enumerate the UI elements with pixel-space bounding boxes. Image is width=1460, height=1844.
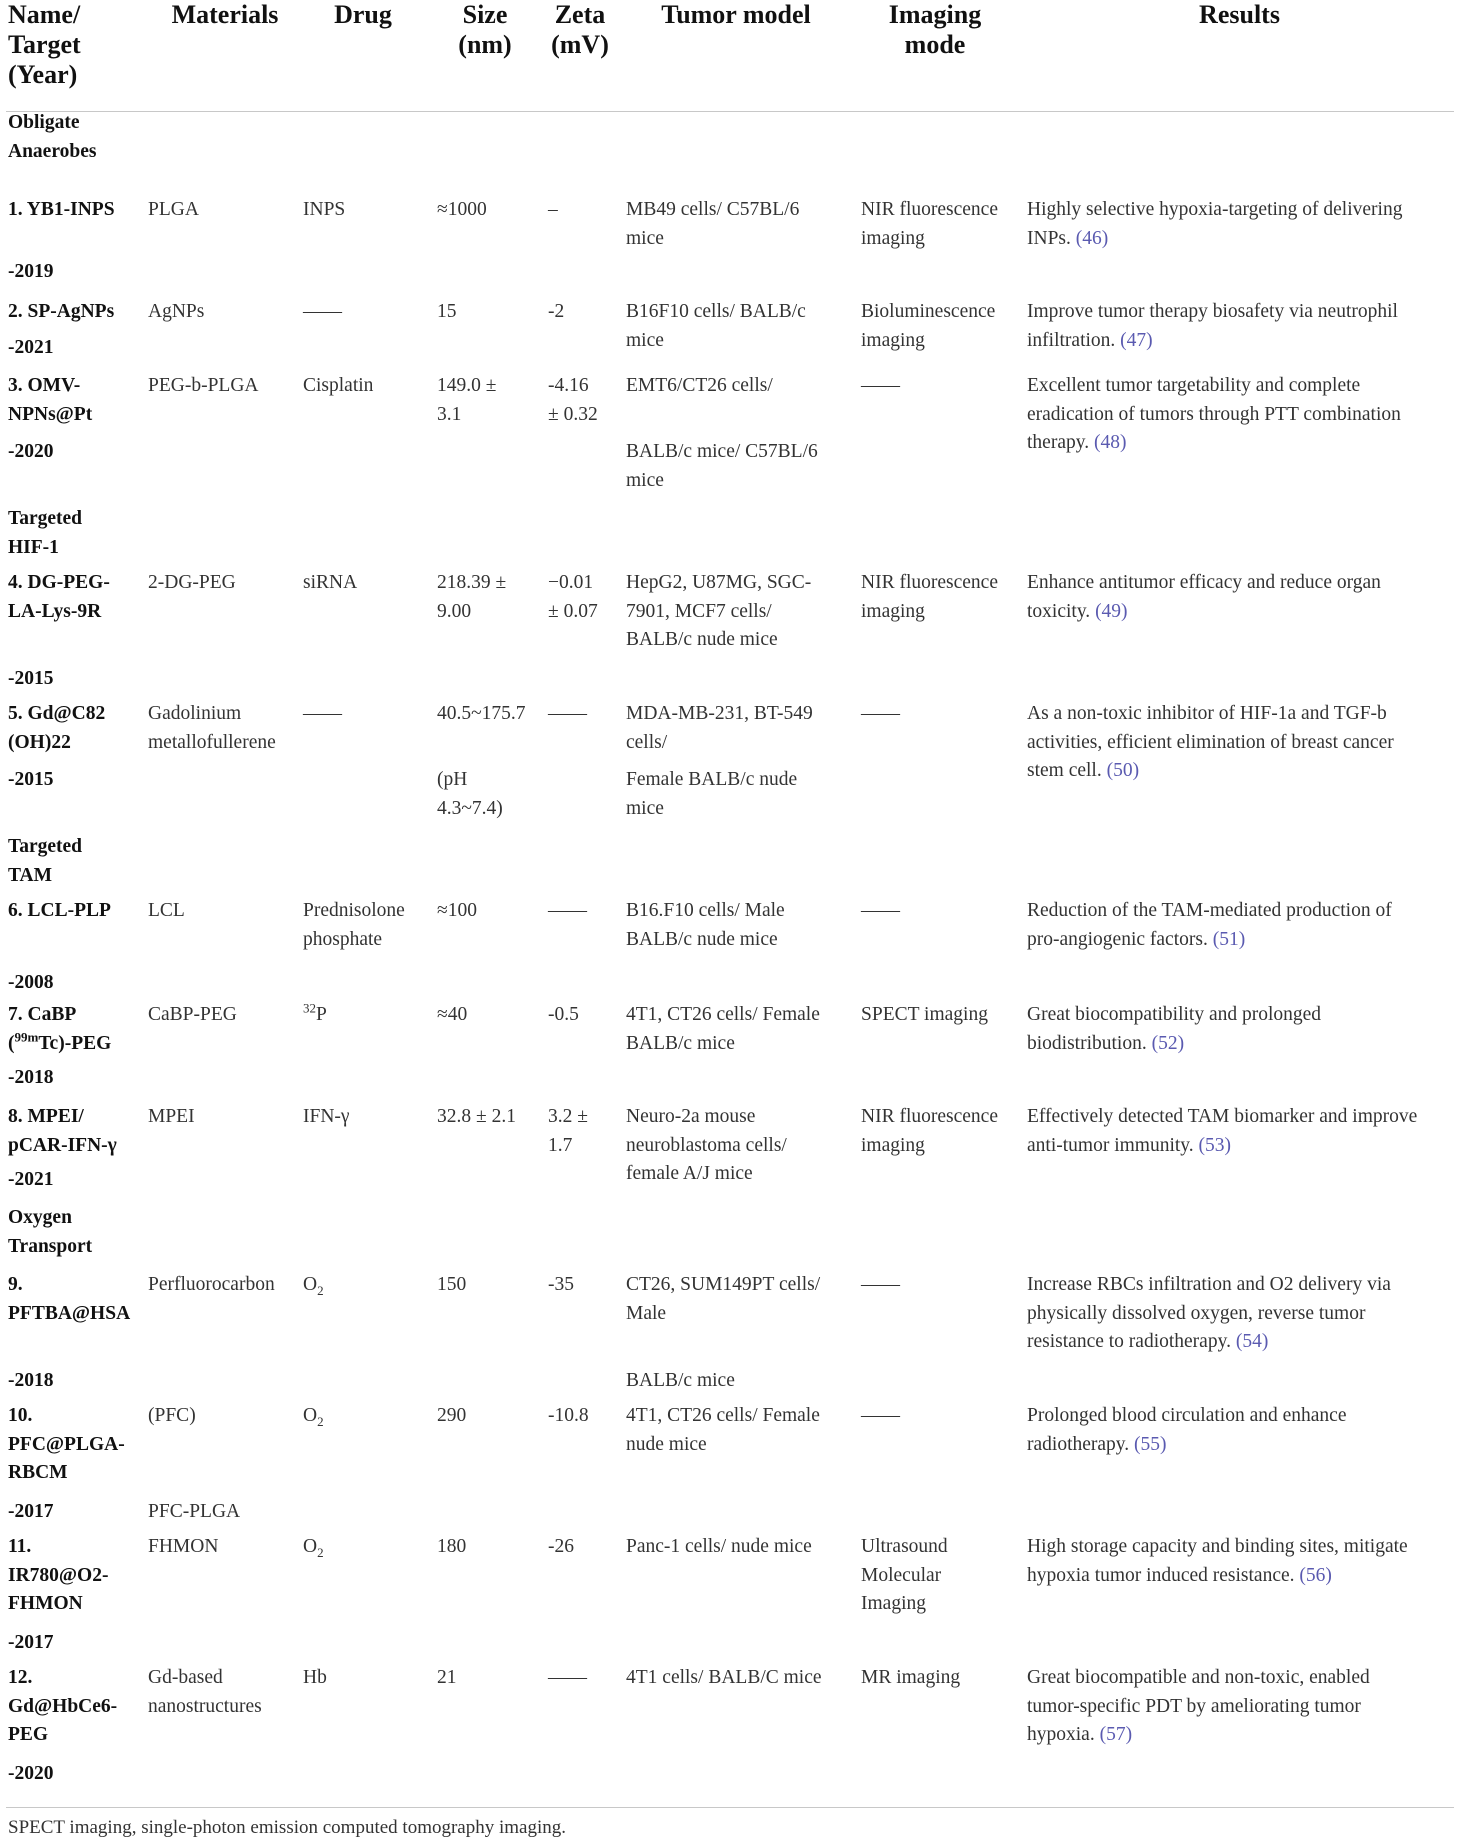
reference-link[interactable]: (48) bbox=[1093, 432, 1127, 454]
row-imaging-mode: MR imaging bbox=[861, 1667, 961, 1688]
row-name: 7. CaBP ($^{99m}$Tc)-PEG bbox=[8, 1004, 112, 1054]
row-zeta: −0.01 ± 0.07 bbox=[548, 572, 598, 622]
row-drug: —— bbox=[303, 703, 342, 724]
header-results: Results bbox=[1199, 0, 1280, 29]
row-year: -2017 bbox=[8, 1632, 54, 1653]
row-results bbox=[1027, 372, 1452, 458]
row-zeta: —— bbox=[548, 703, 587, 724]
row-year: -2020 bbox=[8, 1763, 54, 1784]
reference-link[interactable]: (51) bbox=[1212, 928, 1246, 950]
row-size: 149.0 ± 3.1 bbox=[437, 375, 497, 425]
row-tumor-model: B16F10 cells/ BALB/c mice bbox=[626, 301, 806, 351]
row-tumor-model-continued: BALB/c mice/ C57BL/6 mice bbox=[626, 441, 818, 491]
row-imaging-mode: —— bbox=[861, 900, 900, 921]
row-results bbox=[1027, 298, 1452, 355]
reference-link[interactable]: (56) bbox=[1299, 1564, 1332, 1586]
row-drug: $^{32}$P bbox=[303, 1000, 327, 1025]
reference-link[interactable]: (46) bbox=[1075, 227, 1109, 249]
row-size: 21 bbox=[437, 1667, 457, 1688]
row-size-continued: (pH 4.3~7.4) bbox=[437, 769, 503, 819]
row-name: 9. PFTBA@HSA bbox=[8, 1274, 131, 1324]
result-text: Increase RBCs infiltration and O2 delivery via physically dissolved oxygen, reverse tumor resistance to radiotherapy. bbox=[1027, 1274, 1391, 1353]
row-drug: INPS bbox=[303, 199, 346, 220]
row-drug: —— bbox=[303, 301, 342, 322]
row-year: -2021 bbox=[8, 337, 54, 358]
header-zeta: Zeta (mV) bbox=[551, 0, 609, 59]
row-drug: $O_2$ bbox=[303, 1274, 324, 1298]
row-name: 11. IR780@O2- FHMON bbox=[8, 1536, 109, 1615]
row-imaging-mode: —— bbox=[861, 1274, 900, 1295]
row-name: 5. Gd@C82 (OH)22 bbox=[8, 703, 106, 753]
row-results bbox=[1027, 1664, 1452, 1750]
row-size: 218.39 ± 9.00 bbox=[437, 572, 507, 622]
row-results bbox=[1027, 196, 1452, 253]
row-size: 15 bbox=[437, 301, 457, 322]
row-tumor-model: MDA-MB-231, BT-549 cells/ bbox=[626, 703, 813, 753]
row-materials: PLGA bbox=[148, 199, 199, 220]
footer-divider bbox=[6, 1807, 1454, 1808]
row-zeta: – bbox=[548, 199, 558, 220]
row-zeta: -26 bbox=[548, 1536, 574, 1557]
row-results bbox=[1027, 1103, 1452, 1160]
row-size: 180 bbox=[437, 1536, 467, 1557]
row-year: -2020 bbox=[8, 441, 54, 462]
row-results bbox=[1027, 700, 1452, 786]
row-name: 12. Gd@HbCe6- PEG bbox=[8, 1667, 118, 1746]
row-imaging-mode: Bioluminescence imaging bbox=[861, 301, 996, 351]
row-drug: siRNA bbox=[303, 572, 358, 593]
row-year: -2021 bbox=[8, 1169, 54, 1190]
row-materials: 2-DG-PEG bbox=[148, 572, 236, 593]
header-tumor-model: Tumor model bbox=[661, 0, 811, 29]
row-name: 8. MPEI/ pCAR-IFN-γ bbox=[8, 1106, 117, 1156]
result-text: Great biocompatibility and prolonged biodistribution. bbox=[1027, 1004, 1322, 1054]
row-materials-continued: PFC-PLGA bbox=[148, 1501, 241, 1522]
row-results bbox=[1027, 1001, 1452, 1058]
group-label-oxygen-transport: Oxygen Transport bbox=[8, 1207, 93, 1257]
row-tumor-model: HepG2, U87MG, SGC- 7901, MCF7 cells/ BALB/c nude mice bbox=[626, 572, 812, 651]
header-imaging-mode: Imaging mode bbox=[888, 0, 982, 59]
row-materials: AgNPs bbox=[148, 301, 205, 322]
row-tumor-model: CT26, SUM149PT cells/ Male bbox=[626, 1274, 821, 1324]
row-size: 290 bbox=[437, 1405, 467, 1426]
result-text: Improve tumor therapy biosafety via neutrophil infiltration. bbox=[1027, 301, 1398, 351]
result-text: Effectively detected TAM biomarker and improve anti-tumor immunity. bbox=[1027, 1106, 1418, 1156]
row-imaging-mode: —— bbox=[861, 1405, 900, 1426]
result-text: Enhance antitumor efficacy and reduce organ toxicity. bbox=[1027, 572, 1381, 622]
row-tumor-model: B16.F10 cells/ Male BALB/c nude mice bbox=[626, 900, 785, 950]
header-name: Name/ Target (Year) bbox=[8, 0, 81, 89]
row-name: 3. OMV- NPNs@Pt bbox=[8, 375, 93, 425]
row-name: 2. SP-AgNPs bbox=[8, 301, 115, 322]
result-text: Reduction of the TAM-mediated production of pro-angiogenic factors. bbox=[1027, 900, 1392, 950]
row-drug: $O_2$ bbox=[303, 1536, 324, 1560]
row-tumor-model: MB49 cells/ C57BL/6 mice bbox=[626, 199, 800, 249]
row-tumor-model: 4T1, CT26 cells/ Female nude mice bbox=[626, 1405, 820, 1455]
row-size: ≈1000 bbox=[437, 199, 487, 220]
row-name: 4. DG-PEG- LA-Lys-9R bbox=[8, 572, 110, 622]
row-year: -2008 bbox=[8, 972, 54, 993]
row-year: -2018 bbox=[8, 1067, 54, 1088]
row-zeta: —— bbox=[548, 900, 587, 921]
reference-link[interactable]: (47) bbox=[1120, 329, 1153, 351]
row-drug: $O_2$ bbox=[303, 1405, 324, 1429]
row-imaging-mode: —— bbox=[861, 703, 900, 724]
row-tumor-model: Panc-1 cells/ nude mice bbox=[626, 1536, 812, 1557]
result-text: Prolonged blood circulation and enhance radiotherapy. bbox=[1027, 1405, 1347, 1455]
group-label-targeted-hif-1: Targeted HIF-1 bbox=[8, 508, 83, 558]
row-drug: Hb bbox=[303, 1667, 327, 1688]
row-zeta: -35 bbox=[548, 1274, 574, 1295]
reference-link[interactable]: (57) bbox=[1099, 1724, 1133, 1746]
row-imaging-mode: NIR fluorescence imaging bbox=[861, 572, 998, 622]
row-tumor-model: 4T1 cells/ BALB/C mice bbox=[626, 1667, 822, 1688]
row-results bbox=[1027, 1533, 1452, 1590]
row-name: 10. PFC@PLGA- RBCM bbox=[8, 1405, 125, 1484]
row-results bbox=[1027, 569, 1452, 626]
row-tumor-model: Neuro-2a mouse neuroblastoma cells/ female A/J mice bbox=[626, 1106, 787, 1185]
row-size: ≈40 bbox=[437, 1004, 468, 1025]
row-zeta: -4.16 ± 0.32 bbox=[548, 375, 598, 425]
result-text: As a non-toxic inhibitor of HIF-1a and TGF-b activities, efficient elimination of breast cancer stem cell. bbox=[1027, 703, 1394, 782]
header-drug: Drug bbox=[334, 0, 392, 29]
row-results bbox=[1027, 897, 1452, 954]
row-imaging-mode: NIR fluorescence imaging bbox=[861, 1106, 998, 1156]
row-year: -2017 bbox=[8, 1501, 54, 1522]
row-results bbox=[1027, 1271, 1452, 1357]
row-zeta: -0.5 bbox=[548, 1004, 579, 1025]
row-zeta: 3.2 ± 1.7 bbox=[548, 1106, 588, 1156]
row-results bbox=[1027, 1402, 1452, 1459]
row-tumor-model-continued: BALB/c mice bbox=[626, 1370, 735, 1391]
reference-link[interactable]: (50) bbox=[1106, 760, 1140, 782]
reference-link[interactable]: (55) bbox=[1134, 1433, 1167, 1455]
row-materials: MPEI bbox=[148, 1106, 195, 1127]
header-divider bbox=[6, 111, 1454, 112]
reference-link[interactable]: (52) bbox=[1151, 1032, 1185, 1054]
row-materials: PEG-b-PLGA bbox=[148, 375, 259, 396]
header-materials: Materials bbox=[171, 0, 279, 29]
row-materials: CaBP-PEG bbox=[148, 1004, 237, 1025]
row-materials: LCL bbox=[148, 900, 185, 921]
row-drug: IFN-γ bbox=[303, 1106, 350, 1127]
row-imaging-mode: Ultrasound Molecular Imaging bbox=[861, 1536, 948, 1615]
result-text: High storage capacity and binding sites, mitigate hypoxia tumor induced resistance. bbox=[1027, 1536, 1408, 1586]
row-zeta: -10.8 bbox=[548, 1405, 589, 1426]
header-size: Size (nm) bbox=[458, 0, 512, 59]
reference-link[interactable]: (53) bbox=[1198, 1134, 1232, 1156]
group-label-obligate-anaerobes: Obligate Anaerobes bbox=[8, 112, 97, 162]
result-text: Great biocompatible and non-toxic, enabled tumor-specific PDT by ameliorating tumor hypoxia. bbox=[1027, 1667, 1370, 1746]
table-footnote: SPECT imaging, single-photon emission computed tomography imaging. bbox=[8, 1817, 567, 1838]
row-name: 6. LCL-PLP bbox=[8, 900, 111, 921]
row-tumor-model-continued: Female BALB/c nude mice bbox=[626, 769, 798, 819]
result-text: Excellent tumor targetability and complete eradication of tumors through PTT combination therapy. bbox=[1027, 375, 1401, 454]
row-drug: Prednisolone phosphate bbox=[303, 900, 405, 950]
row-materials: (PFC) bbox=[148, 1405, 196, 1426]
row-year: -2019 bbox=[8, 261, 54, 282]
group-label-targeted-tam: Targeted TAM bbox=[8, 836, 83, 886]
row-size: ≈100 bbox=[437, 900, 477, 921]
row-size: 32.8 ± 2.1 bbox=[437, 1106, 516, 1127]
reference-link[interactable]: (49) bbox=[1095, 600, 1128, 622]
row-imaging-mode: —— bbox=[861, 375, 900, 396]
row-year: -2018 bbox=[8, 1370, 54, 1391]
row-imaging-mode: NIR fluorescence imaging bbox=[861, 199, 998, 249]
reference-link[interactable]: (54) bbox=[1235, 1331, 1269, 1353]
result-text: Highly selective hypoxia-targeting of delivering INPs. bbox=[1027, 199, 1403, 249]
row-imaging-mode: SPECT imaging bbox=[861, 1004, 988, 1025]
row-materials: FHMON bbox=[148, 1536, 219, 1557]
row-materials: Gadolinium metallofullerene bbox=[148, 703, 276, 753]
row-tumor-model: 4T1, CT26 cells/ Female BALB/c mice bbox=[626, 1004, 820, 1054]
row-materials: Perfluorocarbon bbox=[148, 1274, 275, 1295]
row-zeta: -2 bbox=[548, 301, 565, 322]
row-year: -2015 bbox=[8, 769, 54, 790]
row-tumor-model: EMT6/CT26 cells/ bbox=[626, 375, 773, 396]
row-zeta: —— bbox=[548, 1667, 587, 1688]
row-drug: Cisplatin bbox=[303, 375, 374, 396]
row-year: -2015 bbox=[8, 668, 54, 689]
row-name: 1. YB1-INPS bbox=[8, 199, 115, 220]
row-size: 40.5~175.7 bbox=[437, 703, 526, 724]
row-materials: Gd-based nanostructures bbox=[148, 1667, 262, 1717]
row-size: 150 bbox=[437, 1274, 467, 1295]
